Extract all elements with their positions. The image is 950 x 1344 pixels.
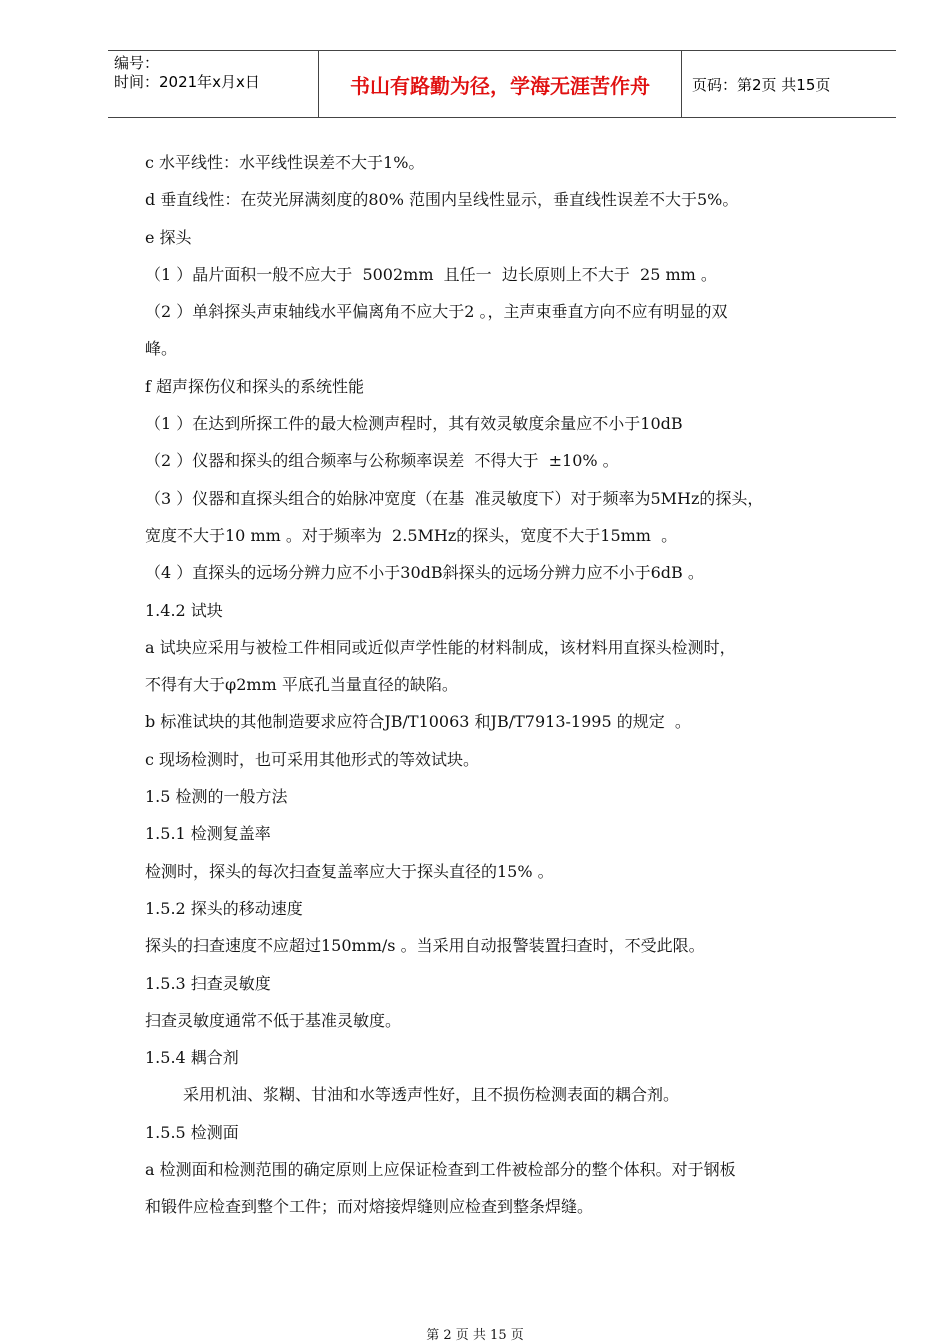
document-time: 时间：2021年x月x日 — [114, 73, 260, 91]
section-heading: 1.5.3 扫查灵敏度 — [145, 973, 271, 993]
page-header — [108, 50, 896, 118]
section-heading: 1.5.2 探头的移动速度 — [145, 898, 303, 918]
page-footer: 第 2 页 共 15 页 — [426, 1328, 524, 1343]
header-page-info: 页码：第2页 共15页 — [692, 75, 831, 94]
text-line: 不得有大于φ2mm 平底孔当量直径的缺陷。 — [145, 675, 458, 695]
text-line: c 水平线性：水平线性误差不大于1%。 — [145, 153, 425, 172]
document-body — [145, 144, 870, 1226]
text-line: d 垂直线性：在荧光屏满刻度的80% 范围内呈线性显示，垂直线性误差不大于5%。 — [145, 190, 739, 210]
section-heading: 1.5 检测的一般方法 — [145, 787, 288, 807]
header-motto: 书山有路勤为径，学海无涯苦作舟 — [318, 51, 682, 117]
text-line: a 试块应采用与被检工件相同或近似声学性能的材料制成，该材料用直探头检测时， — [145, 637, 736, 657]
text-line: a 检测面和检测范围的确定原则上应保证检查到工件被检部分的整个体积。对于钢板 — [145, 1160, 736, 1180]
document-number-label: 编号： — [114, 54, 160, 72]
section-heading: 1.5.5 检测面 — [145, 1122, 239, 1142]
text-line: 和锻件应检查到整个工件；而对熔接焊缝则应检查到整条焊缝。 — [145, 1197, 594, 1217]
text-line: （2 ）单斜探头声束轴线水平偏离角不应大于2 。，主声束垂直方向不应有明显的双 — [145, 302, 728, 322]
text-line: b 标准试块的其他制造要求应符合JB/T10063 和JB/T7913-1995 的规定 。 — [145, 712, 691, 732]
text-line: c 现场检测时，也可采用其他形式的等效试块。 — [145, 749, 480, 769]
header-meta — [114, 54, 260, 92]
text-line: （1 ）在达到所探工件的最大检测声程时，其有效灵敏度余量应不小于10dB — [145, 414, 683, 434]
text-line: 宽度不大于10 mm 。对于频率为 2.5MHz的探头，宽度不大于15mm 。 — [145, 525, 678, 545]
text-line: 峰。 — [145, 339, 178, 359]
text-line: （1 ）晶片面积一般不应大于 5002mm 且任一 边长原则上不大于 25 mm 。 — [145, 264, 717, 284]
text-line: 采用机油、浆糊、甘油和水等透声性好，且不损伤检测表面的耦合剂。 — [183, 1085, 680, 1105]
section-heading: 1.5.1 检测复盖率 — [145, 824, 271, 844]
text-line: 探头的扫查速度不应超过150mm/s 。当采用自动报警装置扫查时，不受此限。 — [145, 936, 705, 956]
text-line: 检测时，探头的每次扫查复盖率应大于探头直径的15% 。 — [145, 861, 554, 881]
text-line: （4 ）直探头的远场分辨力应不小于30dB斜探头的远场分辨力应不小于6dB 。 — [145, 563, 704, 583]
text-line: 扫查灵敏度通常不低于基准灵敏度。 — [145, 1010, 402, 1030]
text-line: （2 ）仪器和探头的组合频率与公称频率误差 不得大于 ±10% 。 — [145, 451, 619, 471]
section-heading: 1.5.4 耦合剂 — [145, 1048, 239, 1068]
text-line: （3 ）仪器和直探头组合的始脉冲宽度（在基 准灵敏度下）对于频率为5MHz的探头， — [145, 488, 764, 508]
text-line: f 超声探伤仪和探头的系统性能 — [145, 376, 365, 396]
section-heading: 1.4.2 试块 — [145, 600, 223, 620]
text-line: e 探头 — [145, 227, 192, 247]
